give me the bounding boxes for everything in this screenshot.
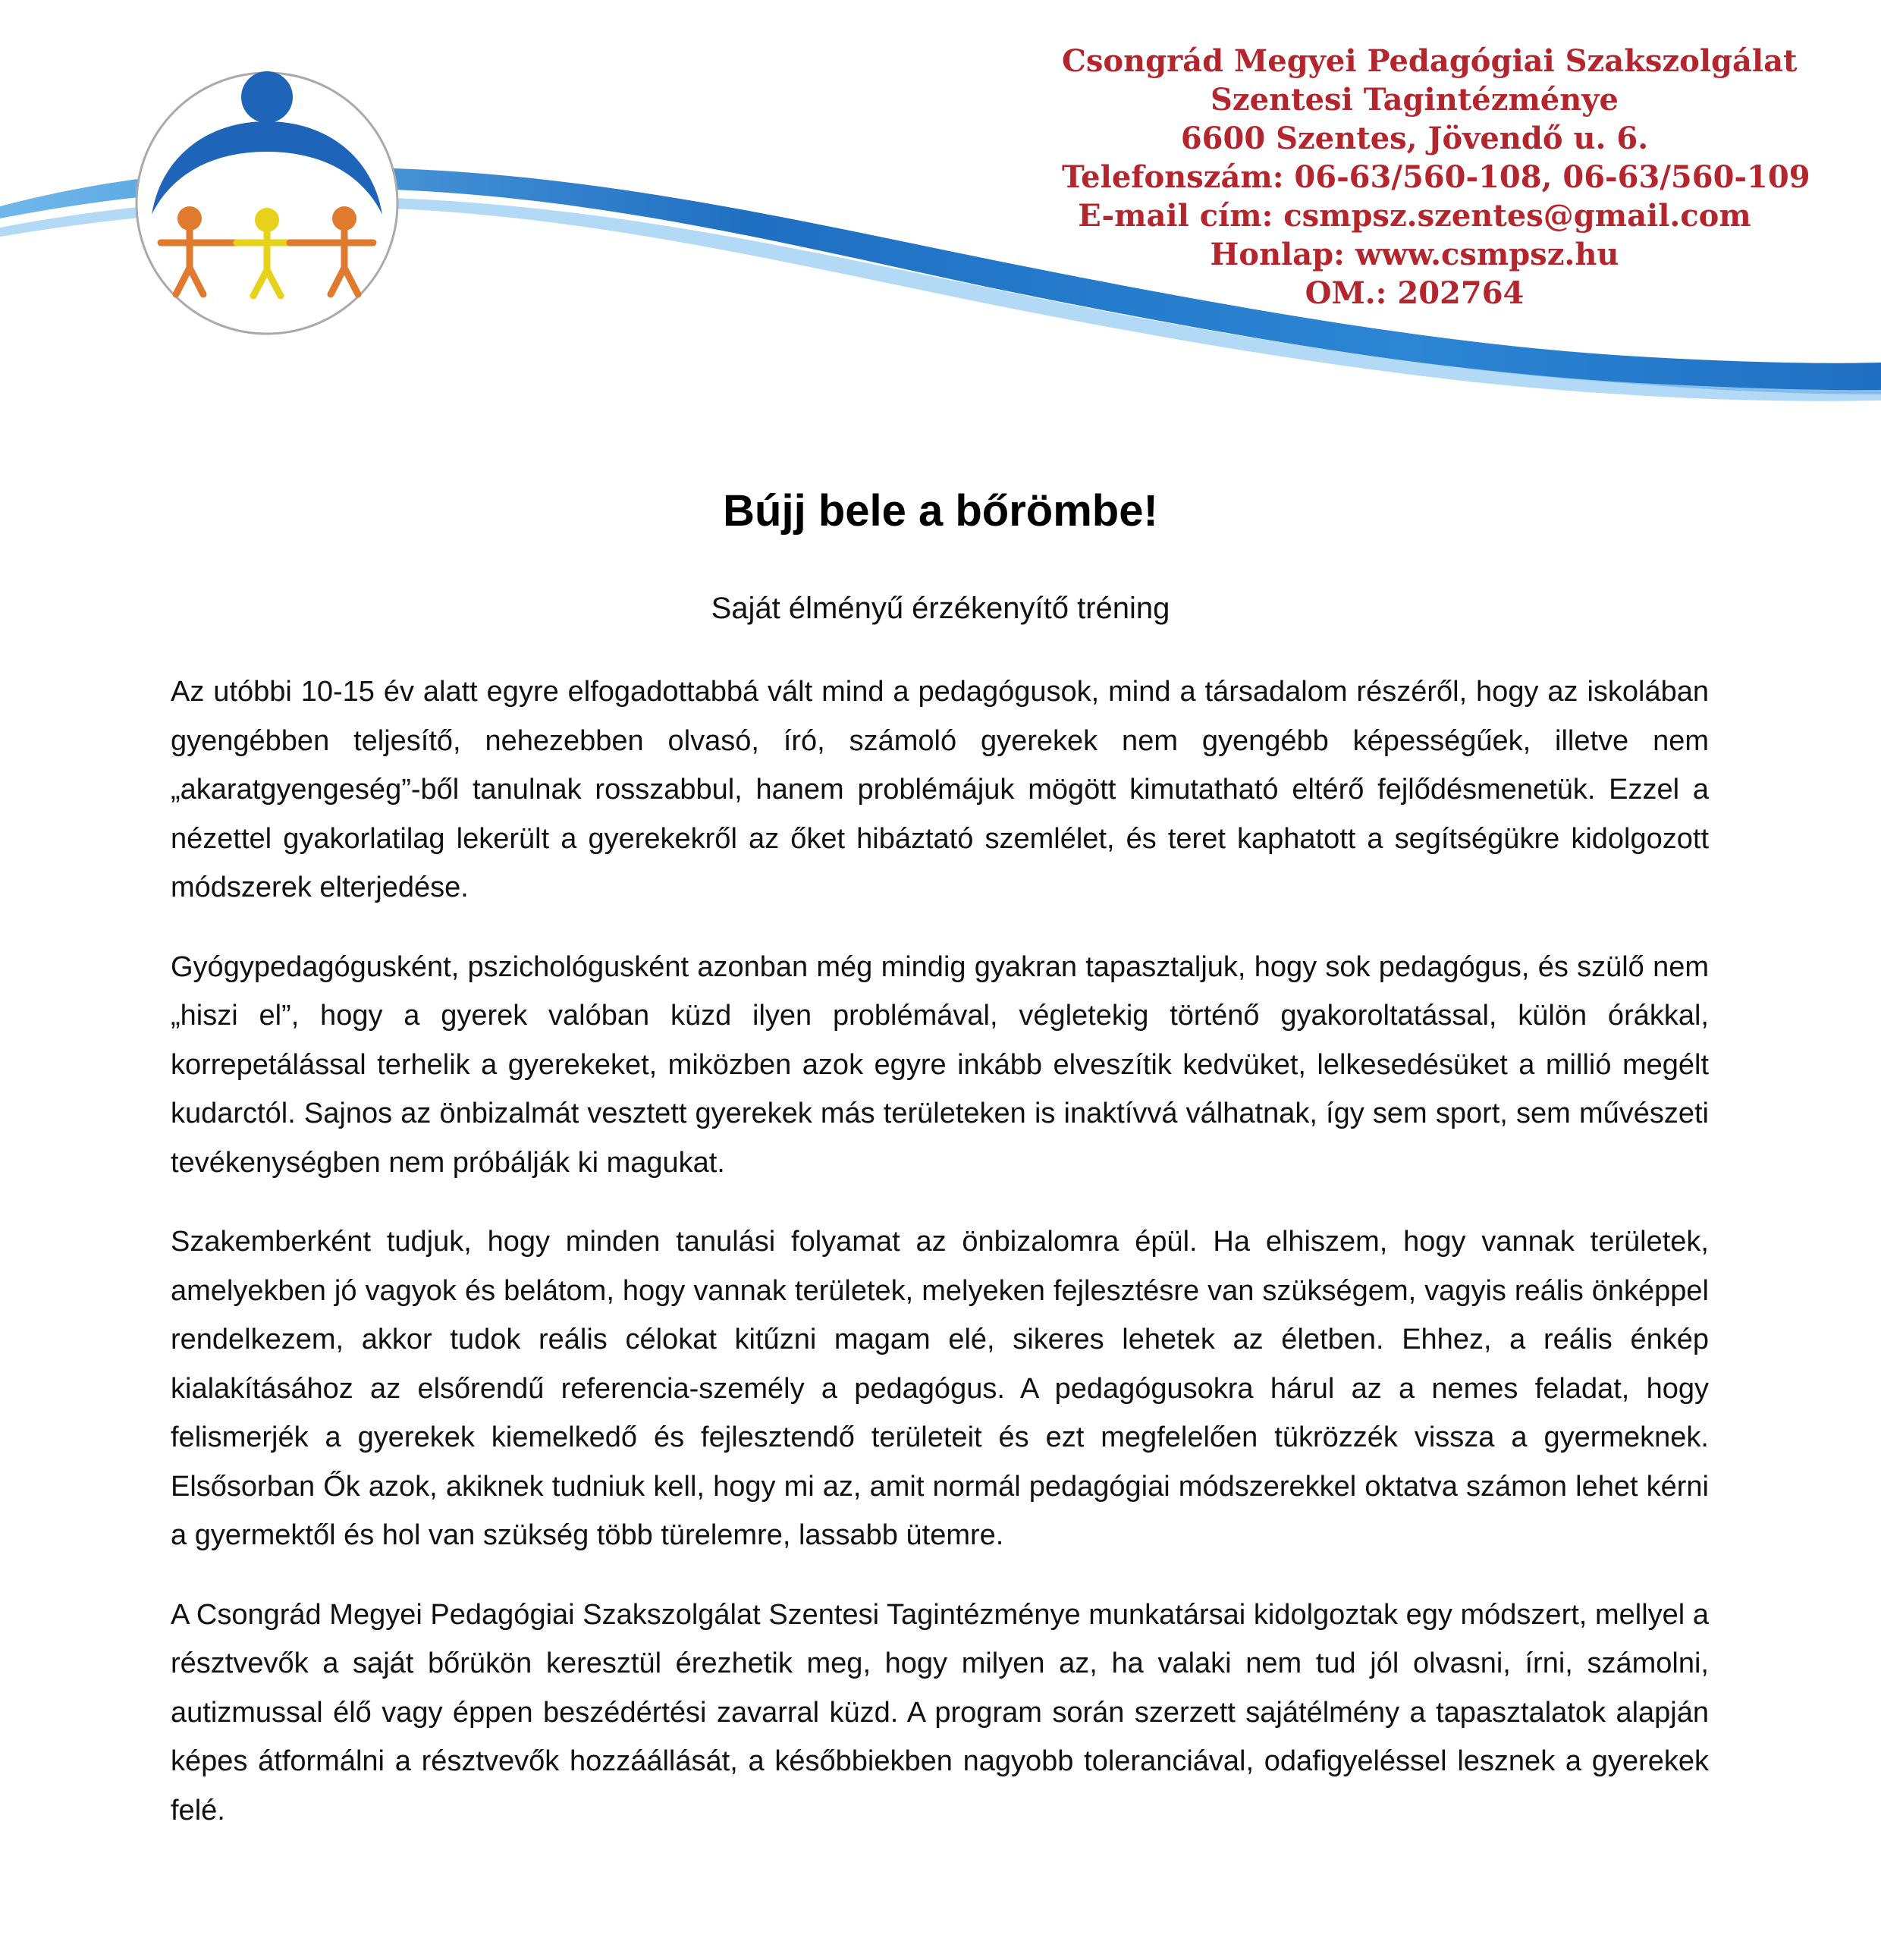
document-title: Bújj bele a bőrömbe! [723, 486, 1158, 536]
phone-numbers: Telefonszám: 06-63/560-108, 06-63/560-109 [1062, 159, 1810, 195]
paragraph: Az utóbbi 10-15 év alatt egyre elfogadottabbá vált mind a pedagógusok, mind a társadalom részéről, hogy az iskolában gyengébben teljesítő, nehezebben olvasó, író, számoló gyerekek nem gyengébb képességűek, illetve nem „akaratgyengeség”-ből tanulnak rosszabbul, hanem problémájuk mögött kimutatható eltérő fejlődésmenetük. Ezzel a nézettel gyakorlatilag lekerült a gyerekekről az őket hibáztató szemlélet, és teret kaphatott a segítségükre kidolgozott módszerek elterjedése. [171, 676, 1709, 903]
address: 6600 Szentes, Jövendő u. 6. [1180, 121, 1649, 156]
om-identifier: OM.: 202764 [1305, 275, 1525, 311]
document-body [171, 667, 1709, 1865]
organization-name: Csongrád Megyei Pedagógiai Szakszolgálat [1062, 43, 1798, 79]
letterhead-contact [1062, 42, 1810, 313]
website: Honlap: www.csmpsz.hu [1210, 237, 1619, 272]
email-address: E-mail cím: csmpsz.szentes@gmail.com [1078, 198, 1751, 234]
paragraph: A Csongrád Megyei Pedagógiai Szakszolgálat Szentesi Tagintézménye munkatársai kidolgoztak egy módszert, mellyel a résztvevők a saját bőrükön keresztül érezhetik meg, hogy milyen az, ha valaki nem tud jól olvasni, írni, számolni, autizmussal élő vagy éppen beszédértési zavarral küzd. A program során szerzett sajátélmény a tapasztalatok alapján képes átformálni a résztvevők hozzáállását, a későbbiekben nagyobb toleranciával, odafigyeléssel lesznek a gyerekek felé. [171, 1598, 1709, 1827]
organization-logo [130, 67, 404, 340]
document-subtitle: Saját élményű érzékenyítő tréning [711, 592, 1170, 625]
organization-unit: Szentesi Tagintézménye [1211, 82, 1619, 118]
paragraph: Szakemberként tudjuk, hogy minden tanulási folyamat az önbizalomra épül. Ha elhiszem, hogy vannak területek, amelyekben jó vagyok és belátom, hogy vannak területek, melyeken fejlesztésre van szükségem, vagyis reális önképpel rendelkezem, akkor tudok reális célokat kitűzni magam elé, sikeres lehetek az életben. Ehhez, a reális énkép kialakításához az elsőrendű referencia-személy a pedagógus. A pedagógusokra hárul az a nemes feladat, hogy felismerjék a gyerekek kiemelkedő és fejlesztendő területeit és ezt megfelelően tükrözzék vissza a gyermeknek. Elsősorban Ők azok, akiknek tudniuk kell, hogy mi az, amit normál pedagógiai módszerekkel oktatva számon lehet kérni a gyermektől és hol van szükség több türelemre, lassabb ütemre. [171, 1226, 1709, 1551]
paragraph: Gyógypedagógusként, pszichológusként azonban még mindig gyakran tapasztaljuk, hogy sok pedagógus, és szülő nem „hiszi el”, hogy a gyerek valóban küzd ilyen problémával, végletekig történő gyakoroltatással, külön órákkal, korrepetálással terhelik a gyerekeket, miközben azok egyre inkább elveszítik kedvüket, lelkesedésüket a millió megélt kudarctól. Sajnos az önbizalmát vesztett gyerekek más területeken is inaktívvá válhatnak, így sem sport, sem művészeti tevékenységben nem próbálják ki magukat. [171, 950, 1709, 1179]
